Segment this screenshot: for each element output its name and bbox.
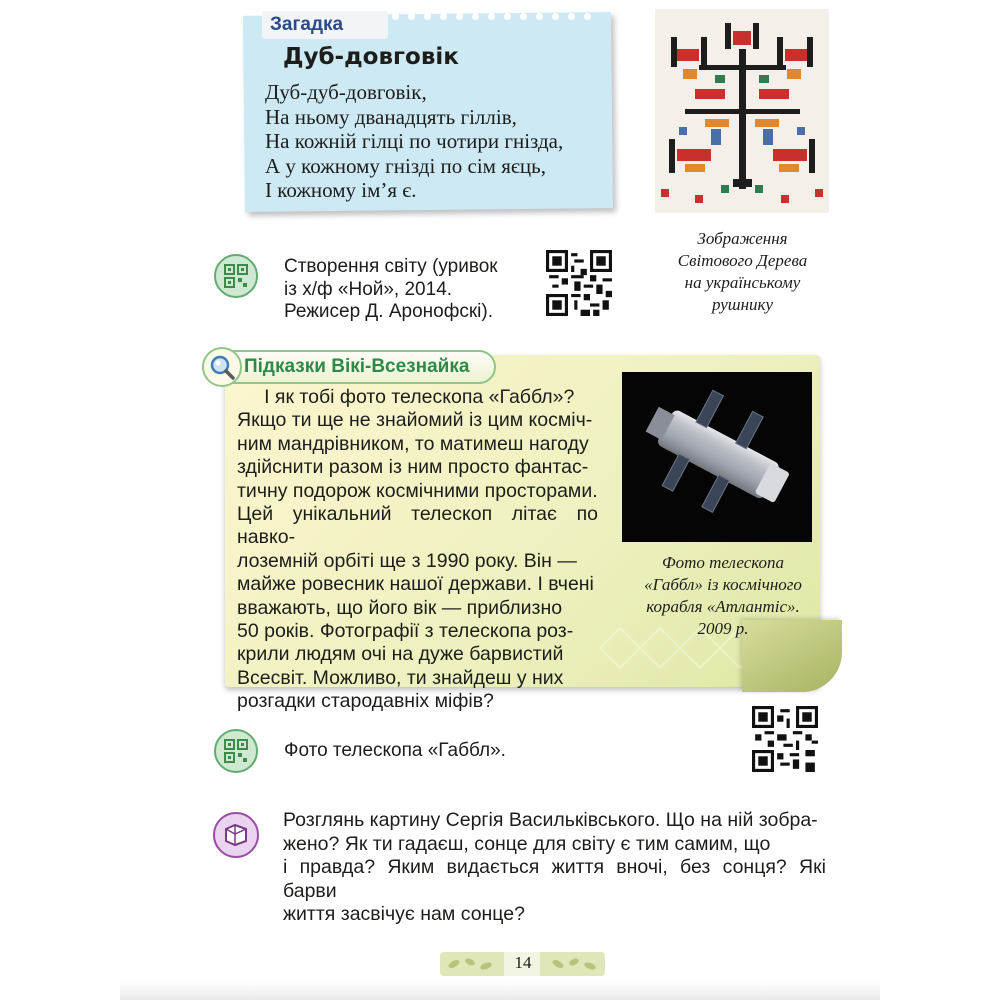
- hint-title: Підказки Вікі-Всезнайка: [244, 356, 470, 377]
- page-number: 14: [514, 953, 532, 972]
- qr-text-line: із х/ф «Ной», 2014.: [284, 278, 453, 300]
- hint-line: І як тобі фото телескопа «Габбл»?: [237, 386, 575, 408]
- qr-icon: [214, 254, 258, 298]
- notebook-holes: [392, 7, 612, 21]
- hint-body: [237, 386, 598, 714]
- caption-line: Зображення: [697, 229, 788, 248]
- hint-line: Всесвіт. Можливо, ти знайдеш у них: [237, 666, 564, 689]
- caption-line: на українському: [684, 273, 801, 292]
- embroidery-caption: [660, 228, 825, 316]
- riddle-line: Дуб-дуб-довговік,: [265, 80, 427, 104]
- qr-code-image[interactable]: [752, 706, 818, 772]
- hint-line: ним мандрівником, то матимеш нагоду: [237, 432, 589, 455]
- riddle-line: А у кожному гнізді по сім яєць,: [265, 153, 546, 178]
- hubble-telescope-photo: [622, 372, 812, 542]
- discussion-line: жено? Як ти гадаєш, сонце для світу є тим самим, що: [283, 832, 771, 855]
- riddle-text: [265, 80, 563, 203]
- riddle-tab-label: Загадка: [270, 14, 344, 35]
- qr-link-text[interactable]: [284, 256, 498, 324]
- hubble-caption: [628, 552, 818, 640]
- discussion-icon: [213, 812, 259, 858]
- qr-link-text[interactable]: [284, 740, 506, 763]
- hint-line: здійснити разом із ним просто фантас-: [237, 456, 589, 479]
- hint-line: розгадки стародавніх міфів?: [237, 690, 494, 713]
- page-edge: [120, 982, 880, 1000]
- hint-line: Якщо ти ще не знайомий із цим косміч-: [237, 409, 593, 432]
- qr-text-line: Створення світу (уривок: [284, 256, 498, 277]
- qr-text-line: Фото телескопа «Габбл».: [284, 740, 506, 761]
- hint-line: вважають, що його вік — приблизно: [237, 596, 563, 619]
- caption-line: Фото телескопа: [661, 553, 785, 572]
- qr-code-image[interactable]: [546, 250, 612, 316]
- hint-line: Цей унікальний телескоп літає по навко-: [237, 503, 598, 549]
- hint-line: крили людям очі на дуже барвистий: [237, 643, 564, 666]
- qr-text-line: Режисер Д. Аронофскі).: [284, 301, 493, 322]
- magnifier-icon: [202, 347, 242, 387]
- caption-line: «Габбл» із космічного: [644, 575, 802, 594]
- hint-line: 50 років. Фотографії з телескопа роз-: [237, 620, 574, 643]
- hint-line: лоземній орбіті ще з 1990 року. Він —: [237, 549, 577, 572]
- riddle-line: На кожній гілці по чотири гнізда,: [265, 129, 564, 153]
- hint-line: майже ровесник нашої держави. І вчені: [237, 573, 594, 596]
- discussion-text: [283, 809, 826, 927]
- caption-line: рушнику: [711, 295, 774, 314]
- world-tree-embroidery-image: [655, 9, 829, 213]
- caption-line: корабля «Атлантіс».: [646, 597, 800, 616]
- hint-line: тичну подорож космічними просторами.: [237, 479, 598, 502]
- qr-icon: [214, 729, 258, 773]
- discussion-line: Розглянь картину Сергія Васильківського. Що на ній зобра-: [283, 809, 818, 831]
- caption-line: 2009 р.: [697, 619, 749, 638]
- caption-line: Світового Дерева: [677, 251, 808, 270]
- discussion-line: і правда? Яким видається життя вночі, без сонця? Які барви: [283, 856, 826, 902]
- riddle-title: Дуб-довговік: [283, 44, 459, 70]
- riddle-line: І кожному ім’я є.: [265, 178, 417, 202]
- riddle-line: На ньому дванадцять гіллів,: [265, 104, 517, 129]
- discussion-line: життя засвічує нам сонце?: [283, 903, 525, 926]
